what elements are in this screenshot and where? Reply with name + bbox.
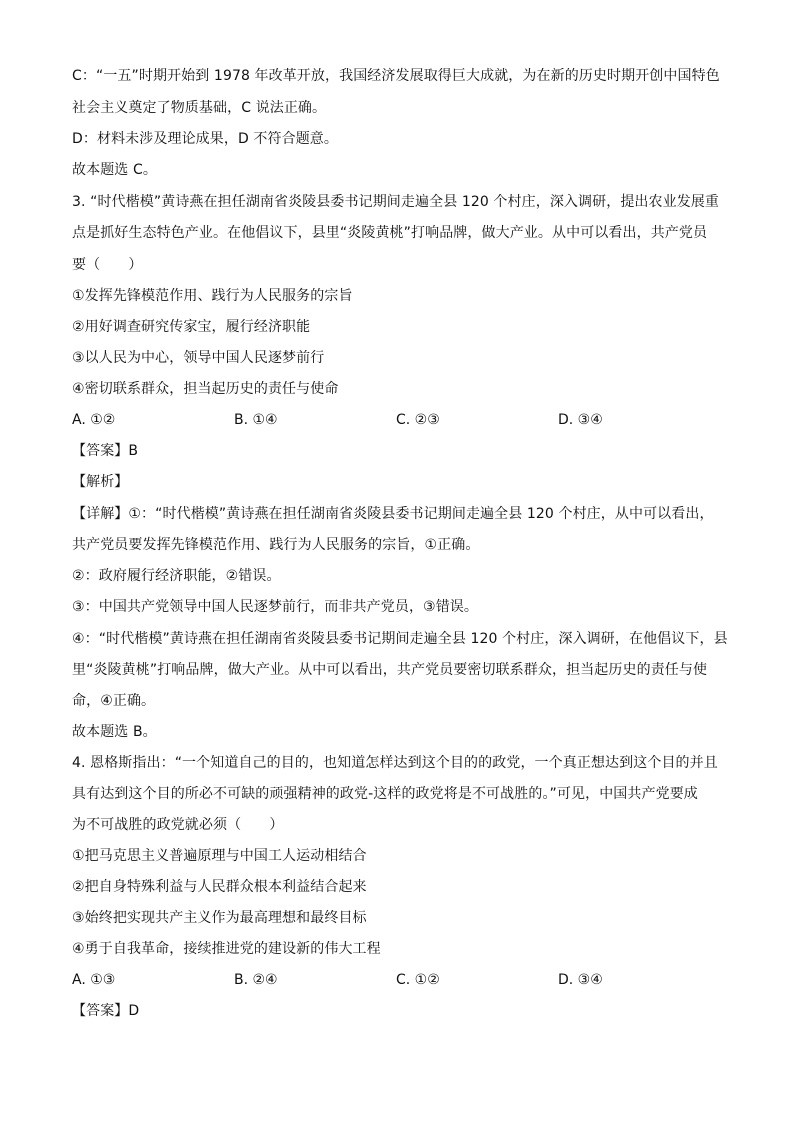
explanation-line: ③：中国共产党领导中国人民逐梦前行，而非共产党员，③错误。 — [72, 599, 478, 615]
option-b: B. ①④ — [234, 412, 278, 428]
explanation-line: ②：政府履行经济职能，②错误。 — [72, 568, 281, 584]
option-a: A. ①③ — [72, 972, 116, 988]
explanation-line: 共产党员要发挥先锋模范作用、践行为人民服务的宗旨，①正确。 — [72, 537, 480, 553]
explanation-line: ④：“时代楷模”黄诗燕在担任湖南省炎陵县委书记期间走遍全县 120 个村庄，深入调研，在他倡议下，县 — [72, 631, 728, 647]
question-3-statement: ②用好调查研究传家宝，履行经济职能 — [72, 319, 311, 335]
question-3-statement: ①发挥先锋模范作用、践行为人民服务的宗旨 — [72, 288, 353, 304]
explanation-line: 【详解】①：“时代楷模”黄诗燕在担任湖南省炎陵县委书记期间走遍全县 120 个村庄，从中可以看出， — [72, 506, 714, 522]
question-3-statement: ④密切联系群众，担当起历史的责任与使命 — [72, 381, 339, 397]
question-4-stem: 为不可战胜的政党就必须（ ） — [72, 817, 284, 833]
question-4-stem: 4. 恩格斯指出：“一个知道自己的目的，也知道怎样达到这个目的的政党，一个真正想达到这个目的并且 — [72, 755, 718, 771]
explanation-line: 命，④正确。 — [72, 693, 156, 709]
question-3-stem: 要（ ） — [72, 257, 143, 273]
text-line: 故本题选 B。 — [72, 724, 157, 740]
question-4-statement: ④勇于自我革命，接续推进党的建设新的伟大工程 — [72, 941, 381, 957]
text-line: 故本题选 C。 — [72, 162, 157, 178]
question-3-statement: ③以人民为中心，领导中国人民逐梦前行 — [72, 350, 325, 366]
analysis-label: 【解析】 — [72, 474, 129, 490]
answer-label: 【答案】B — [72, 443, 139, 459]
question-3-stem: 3. “时代楷模”黄诗燕在担任湖南省炎陵县委书记期间走遍全县 120 个村庄，深入调研，提出农业发展重 — [72, 194, 720, 210]
option-d: D. ③④ — [558, 412, 603, 428]
answer-label: 【答案】D — [72, 1003, 140, 1019]
text-line: C：“一五”时期开始到 1978 年改革开放，我国经济发展取得巨大成就，为在新的历史时期开创中国特色 — [72, 68, 720, 84]
option-c: C. ①② — [396, 972, 440, 988]
question-4-statement: ③始终把实现共产主义作为最高理想和最终目标 — [72, 910, 367, 926]
question-4-statement: ①把马克思主义普遍原理与中国工人运动相结合 — [72, 848, 367, 864]
text-line: 社会主义奠定了物质基础，C 说法正确。 — [72, 100, 327, 116]
explanation-line: 里“炎陵黄桃”打响品牌，做大产业。从中可以看出，共产党员要密切联系群众，担当起历史的责任与使 — [72, 662, 708, 678]
option-c: C. ②③ — [396, 412, 440, 428]
question-3-stem: 点是抓好生态特色产业。在他倡议下，县里“炎陵黄桃”打响品牌，做大产业。从中可以看出，共产党员 — [72, 225, 708, 241]
question-4-statement: ②把自身特殊利益与人民群众根本利益结合起来 — [72, 879, 367, 895]
option-a: A. ①② — [72, 412, 116, 428]
option-b: B. ②④ — [234, 972, 278, 988]
text-line: D：材料未涉及理论成果，D 不符合题意。 — [72, 131, 339, 147]
option-d: D. ③④ — [558, 972, 603, 988]
question-4-stem: 具有达到这个目的所必不可缺的顽强精神的政党-这样的政党将是不可战胜的。”可见，中国共产党要成 — [72, 786, 698, 802]
